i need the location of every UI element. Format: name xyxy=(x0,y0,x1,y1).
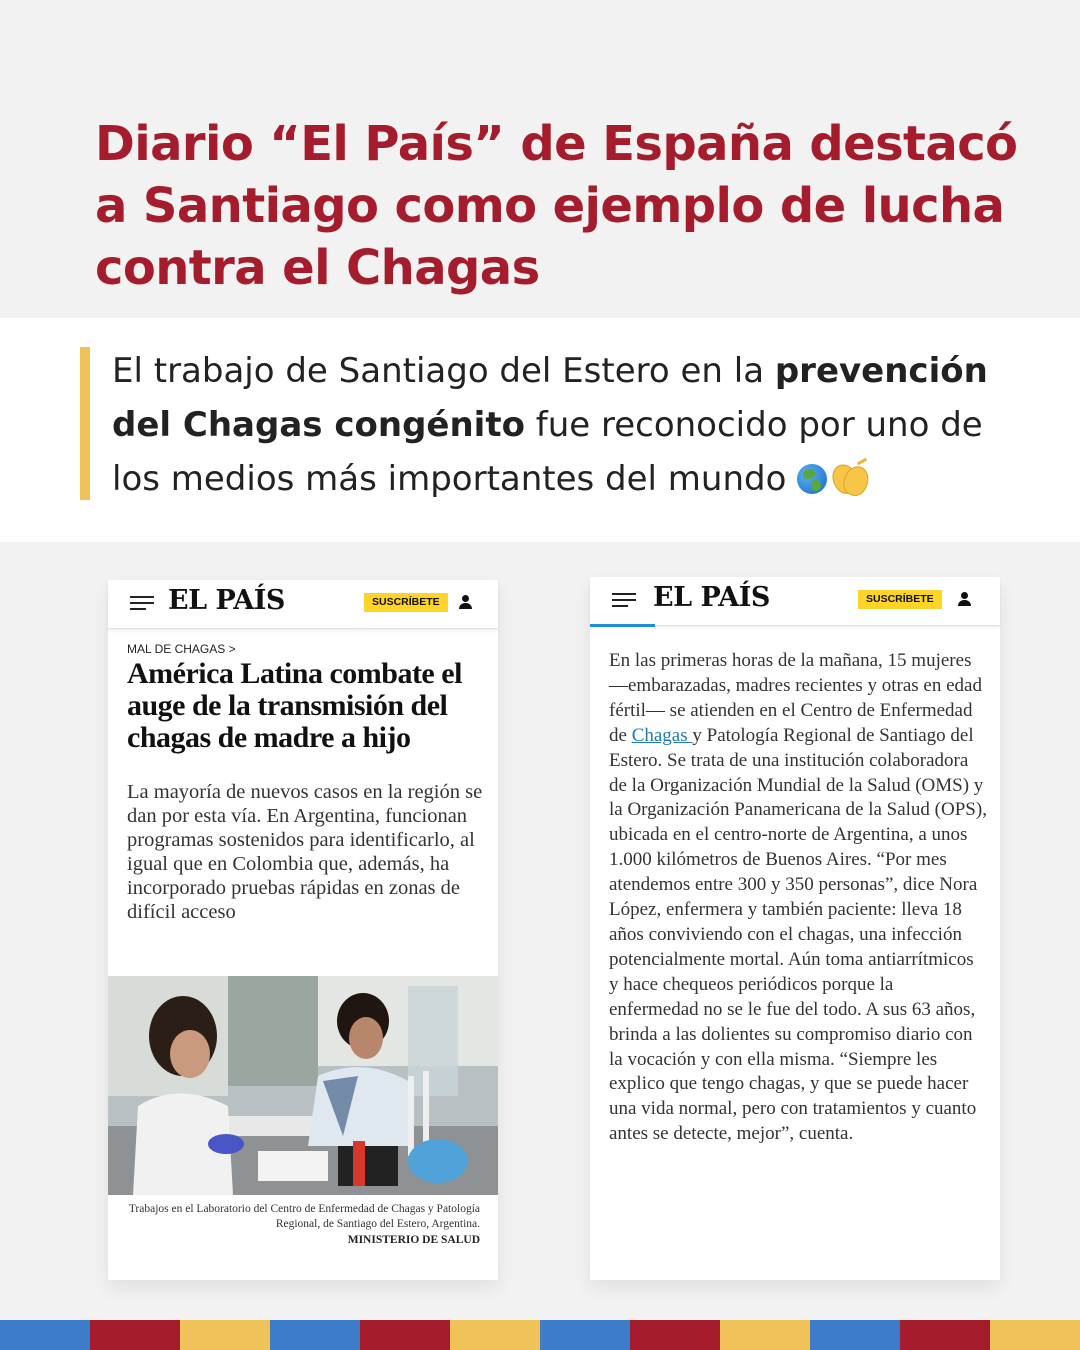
accent-bar xyxy=(80,347,90,500)
progress-indicator xyxy=(590,624,655,627)
el-pais-logo[interactable]: EL PAÍS xyxy=(653,582,770,613)
color-stripe xyxy=(270,1320,360,1350)
color-stripe xyxy=(540,1320,630,1350)
article-body-end: y Patología Regional de Santiago del Estero. Se trata de una institución colaboradora de la Organización Mundial de la Salud (OMS) y la Organización Panamericana de la Salud (OPS), ubicada en el centro-norte de Argentina, a unos 1.000 kilómetros de Buenos Aires. “Por mes atendemos entre 300 y 350 personas”, dice Nora López, enfermera y también paciente: lleva 18 años conviviendo con el chagas, una infección potencialmente mortal. Aún toma antiarrítmicos y hace chequeos periódicos porque la enfermedad no se le fue del todo. A sus 63 años, brinda a las dolientes su compromiso diario con la vocación y con ella misma. “Siempre les explico que tengo chagas, y que se puede hacer una vida normal, pero con tratamientos y cuanto antes se detecte, mejor”, cuenta. xyxy=(609,724,987,1145)
color-stripe xyxy=(180,1320,270,1350)
photo-credit: MINISTERIO DE SALUD xyxy=(347,1234,480,1246)
article-subtitle: La mayoría de nuevos casos en la región se dan por esta vía. En Argentina, funcionan programas sostenidos para identificarlo, al igual que en Colombia que, además, ha incorporado pruebas rápidas en zonas de difícil acceso xyxy=(127,781,483,923)
subscribe-button[interactable]: SUSCRÍBETE xyxy=(858,590,942,609)
el-pais-logo[interactable]: EL PAÍS xyxy=(168,585,285,616)
chagas-link[interactable]: Chagas xyxy=(631,724,693,746)
intro-text xyxy=(112,344,1032,506)
photo-caption: Trabajos en el Laboratorio del Centro de Enfermedad de Chagas y Patología Regional, de Santiago del Estero, Argentina. xyxy=(128,1203,480,1230)
user-icon[interactable] xyxy=(458,595,472,611)
clapping-hands-icon xyxy=(829,460,869,494)
color-stripe xyxy=(0,1320,90,1350)
color-stripe xyxy=(90,1320,180,1350)
section-breadcrumb[interactable]: MAL DE CHAGAS > xyxy=(127,642,236,656)
page-title: Diario “El País” de España destacó a Santiago como ejemplo de lucha contra el Chagas xyxy=(95,116,1018,296)
article-body xyxy=(609,649,987,1147)
user-icon[interactable] xyxy=(957,592,971,608)
color-stripe xyxy=(450,1320,540,1350)
color-stripe xyxy=(990,1320,1080,1350)
lab-photo xyxy=(108,976,498,1195)
intro-text-start: El trabajo de Santiago del Estero en la xyxy=(112,351,775,391)
site-header xyxy=(590,577,1000,626)
intro-text-end: fue reconocido por uno de los medios más importantes del mundo xyxy=(112,405,983,499)
color-stripe xyxy=(360,1320,450,1350)
hamburger-menu-icon[interactable] xyxy=(130,596,154,610)
globe-icon xyxy=(797,464,827,494)
intro-text-bold: prevención del Chagas congénito xyxy=(112,351,988,445)
color-stripe xyxy=(810,1320,900,1350)
site-header xyxy=(108,580,498,629)
article-body-start: En las primeras horas de la mañana, 15 mujeres —embarazadas, madres recientes y otras en edad fértil— se atienden en el Centro de Enfermedad de xyxy=(609,650,982,746)
intro-section xyxy=(0,318,1080,542)
article-title: América Latina combate el auge de la transmisión del chagas de madre a hijo xyxy=(127,657,462,754)
color-stripe xyxy=(720,1320,810,1350)
color-stripe-footer xyxy=(0,1320,1080,1350)
header-section xyxy=(0,0,1080,318)
color-stripe xyxy=(630,1320,720,1350)
color-stripe xyxy=(900,1320,990,1350)
article-card-right xyxy=(590,577,1000,1280)
subscribe-button[interactable]: SUSCRÍBETE xyxy=(364,593,448,612)
hamburger-menu-icon[interactable] xyxy=(612,593,636,607)
article-card-left xyxy=(108,580,498,1280)
